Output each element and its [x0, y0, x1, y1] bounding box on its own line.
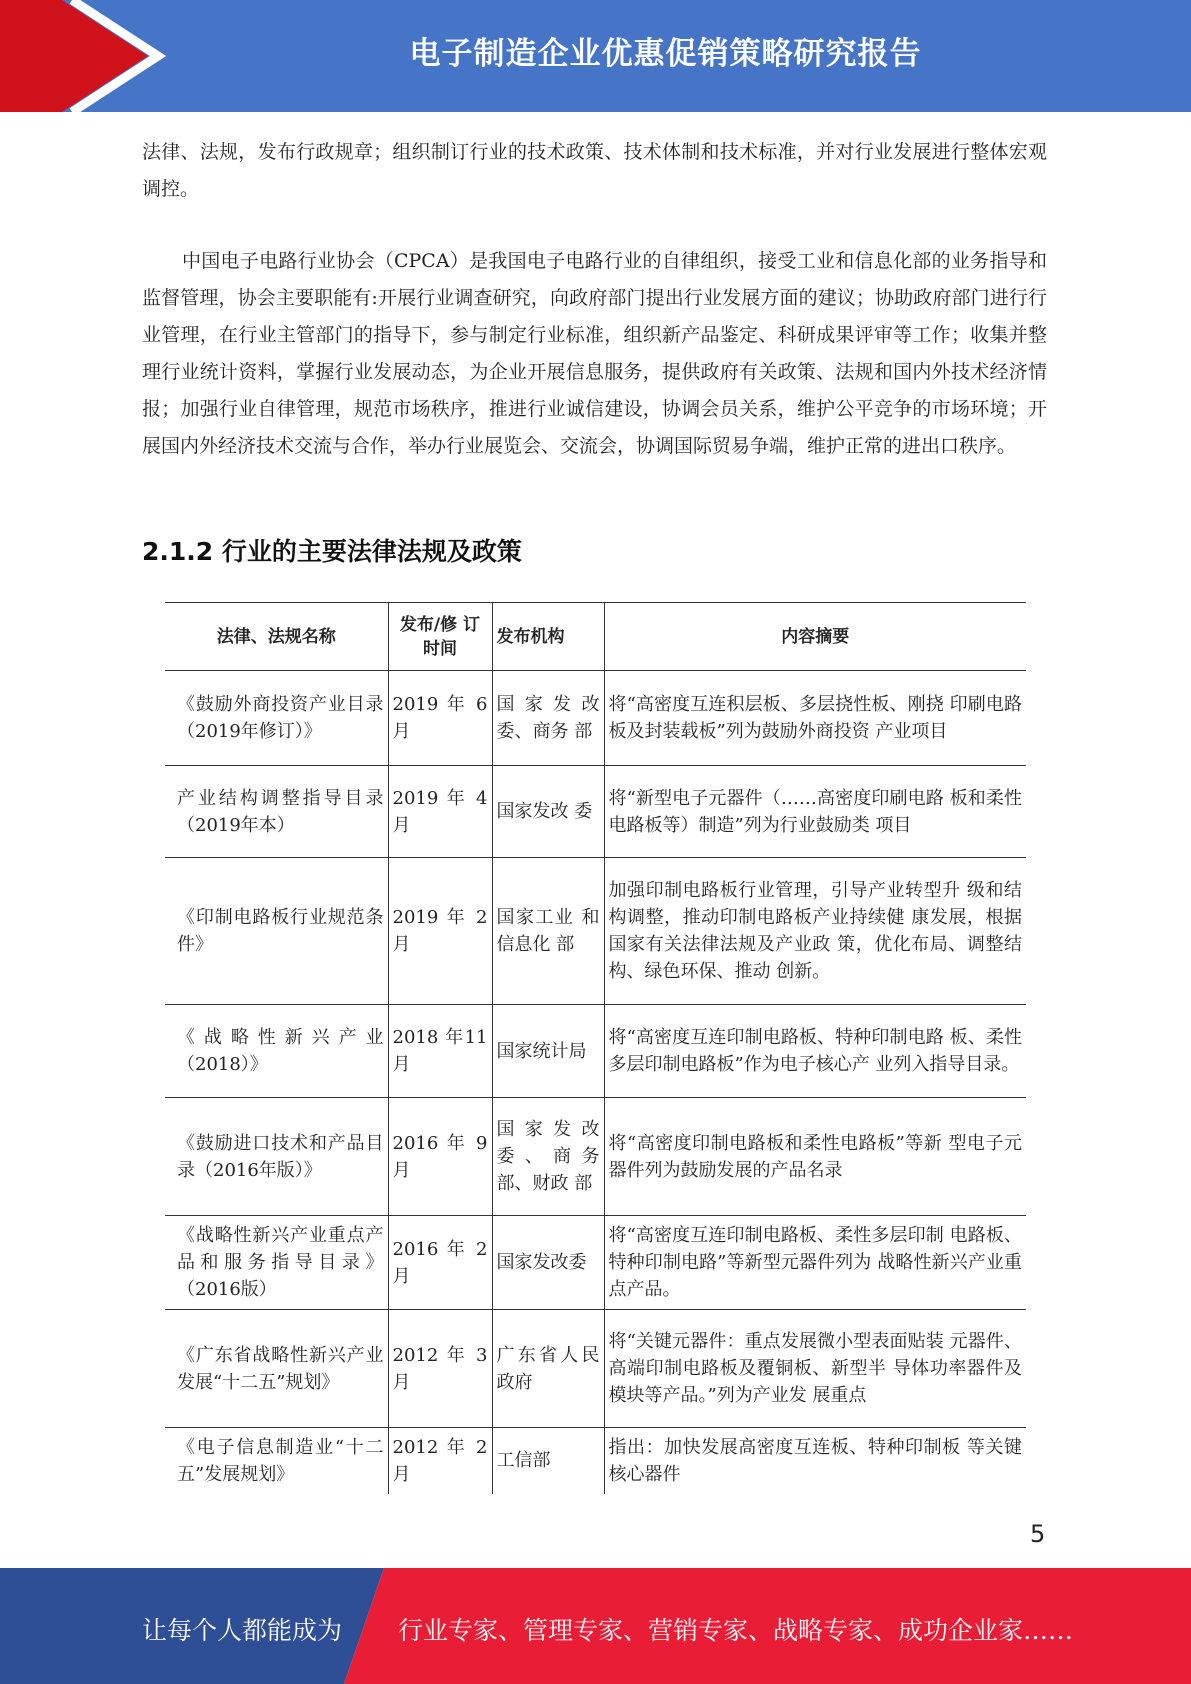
law-summary: 指出：加快发展高密度互连板、特种印制板 等关键核心器件 [604, 1428, 1026, 1494]
footer-slogan-left: 让每个人都能成为 [142, 1616, 343, 1645]
header-law-name: 法律、法规名称 [165, 603, 388, 671]
law-issuer: 国家发改委 [492, 1216, 604, 1310]
header-red-arrow [0, 0, 148, 112]
table-row [165, 1310, 1026, 1428]
law-date: 2018 年11月 [388, 1005, 492, 1098]
law-issuer: 广东省人民政府 [492, 1310, 604, 1428]
law-name: 《战略性新兴产业（2018）》 [165, 1005, 388, 1098]
law-date: 2012 年 2月 [388, 1428, 492, 1494]
laws-table [165, 602, 1026, 1494]
law-summary: 将“关键元器件：重点发展微小型表面贴装 元器件、高端印制电路板及覆铜板、新型半 导体功率器件及模块等产品。”列为产业发 展重点 [604, 1310, 1026, 1428]
law-issuer: 国家发改 委 [492, 766, 604, 858]
report-title: 电子制造企业优惠促销策略研究报告 [409, 36, 922, 72]
table-row [165, 1005, 1026, 1098]
law-date: 2019 年 2月 [388, 858, 492, 1005]
law-name: 《鼓励进口技术和产品目录（2016年版）》 [165, 1098, 388, 1216]
table-row [165, 1216, 1026, 1310]
page-number: 5 [1030, 1520, 1046, 1548]
law-issuer: 国家统计局 [492, 1005, 604, 1098]
table-header-row [165, 603, 1026, 671]
table-row [165, 1428, 1026, 1494]
law-issuer: 国家工业 和信息化 部 [492, 858, 604, 1005]
paragraph-1: 法律、法规，发布行政规章；组织制订行业的技术政策、技术体制和技术标准，并对行业发展进行整体宏观调控。 [142, 141, 1047, 200]
table-row [165, 858, 1026, 1005]
law-date: 2019 年 4月 [388, 766, 492, 858]
law-summary: 加强印制电路板行业管理，引导产业转型升 级和结构调整，推动印制电路板产业持续健 康发展，根据国家有关法律法规及产业政 策，优化布局、调整结构、绿色环保、推动 创新。 [604, 858, 1026, 1005]
law-name: 《鼓励外商投资产业目录（2019年修订）》 [165, 671, 388, 766]
header-summary: 内容摘要 [604, 603, 1026, 671]
law-issuer: 国 家 发 改委、商务 部、财政 部 [492, 1098, 604, 1216]
section-heading: 2.1.2 行业的主要法律法规及政策 [142, 537, 522, 566]
law-date: 2016 年 2月 [388, 1216, 492, 1310]
page-header [0, 0, 1191, 112]
law-name: 《电子信息制造业“十二五”发展规划》 [165, 1428, 388, 1494]
table-row [165, 1098, 1026, 1216]
law-name: 《印制电路板行业规范条件》 [165, 858, 388, 1005]
law-date: 2019 年 6月 [388, 671, 492, 766]
law-name: 《广东省战略性新兴产业发展“十二五”规划》 [165, 1310, 388, 1428]
law-issuer: 国 家 发 改委、商务 部 [492, 671, 604, 766]
header-date: 发布/修 订时间 [388, 603, 492, 671]
law-date: 2016 年 9月 [388, 1098, 492, 1216]
law-date: 2012 年 3月 [388, 1310, 492, 1428]
paragraph-2: 中国电子电路行业协会（CPCA）是我国电子电路行业的自律组织，接受工业和信息化部的业务指导和监督管理，协会主要职能有:开展行业调查研究，向政府部门提出行业发展方面的建议；协助政府部门进行行业管理，在行业主管部门的指导下，参与制定行业标准，组织新产品鉴定、科研成果评审等工作；收集并整理行业统计资料，掌握行业发展动态，为企业开展信息服务，提供政府有关政策、法规和国内外技术经济情报；加强行业自律管理，规范市场秩序，推进行业诚信建设，协调会员关系，维护公平竞争的市场环境；开展国内外经济技术交流与合作，举办行业展览会、交流会，协调国际贸易争端，维护正常的进出口秩序。 [142, 250, 1047, 457]
law-issuer: 工信部 [492, 1428, 604, 1494]
law-summary: 将“高密度印制电路板和柔性电路板”等新 型电子元器件列为鼓励发展的产品名录 [604, 1098, 1026, 1216]
header-issuer: 发布机构 [492, 603, 604, 671]
footer-slogan-right: 行业专家、管理专家、营销专家、战略专家、成功企业家…… [398, 1616, 1074, 1645]
page-footer [0, 1568, 1191, 1684]
table-row [165, 671, 1026, 766]
law-summary: 将“新型电子元器件（……高密度印刷电路 板和柔性电路板等）制造”列为行业鼓励类 项目 [604, 766, 1026, 858]
law-summary: 将“高密度互连印制电路板、柔性多层印制 电路板、特种印制电路”等新型元器件列为 战略性新兴产业重点产品。 [604, 1216, 1026, 1310]
table-row [165, 766, 1026, 858]
law-name: 《战略性新兴产业重点产品和服务指导目录》（2016版） [165, 1216, 388, 1310]
law-summary: 将“高密度互连积层板、多层挠性板、刚挠 印刷电路板及封装载板”列为鼓励外商投资 产业项目 [604, 671, 1026, 766]
law-name: 产业结构调整指导目录（2019年本） [165, 766, 388, 858]
law-summary: 将“高密度互连印制电路板、特种印制电路 板、柔性多层印制电路板”作为电子核心产 业列入指导目录。 [604, 1005, 1026, 1098]
